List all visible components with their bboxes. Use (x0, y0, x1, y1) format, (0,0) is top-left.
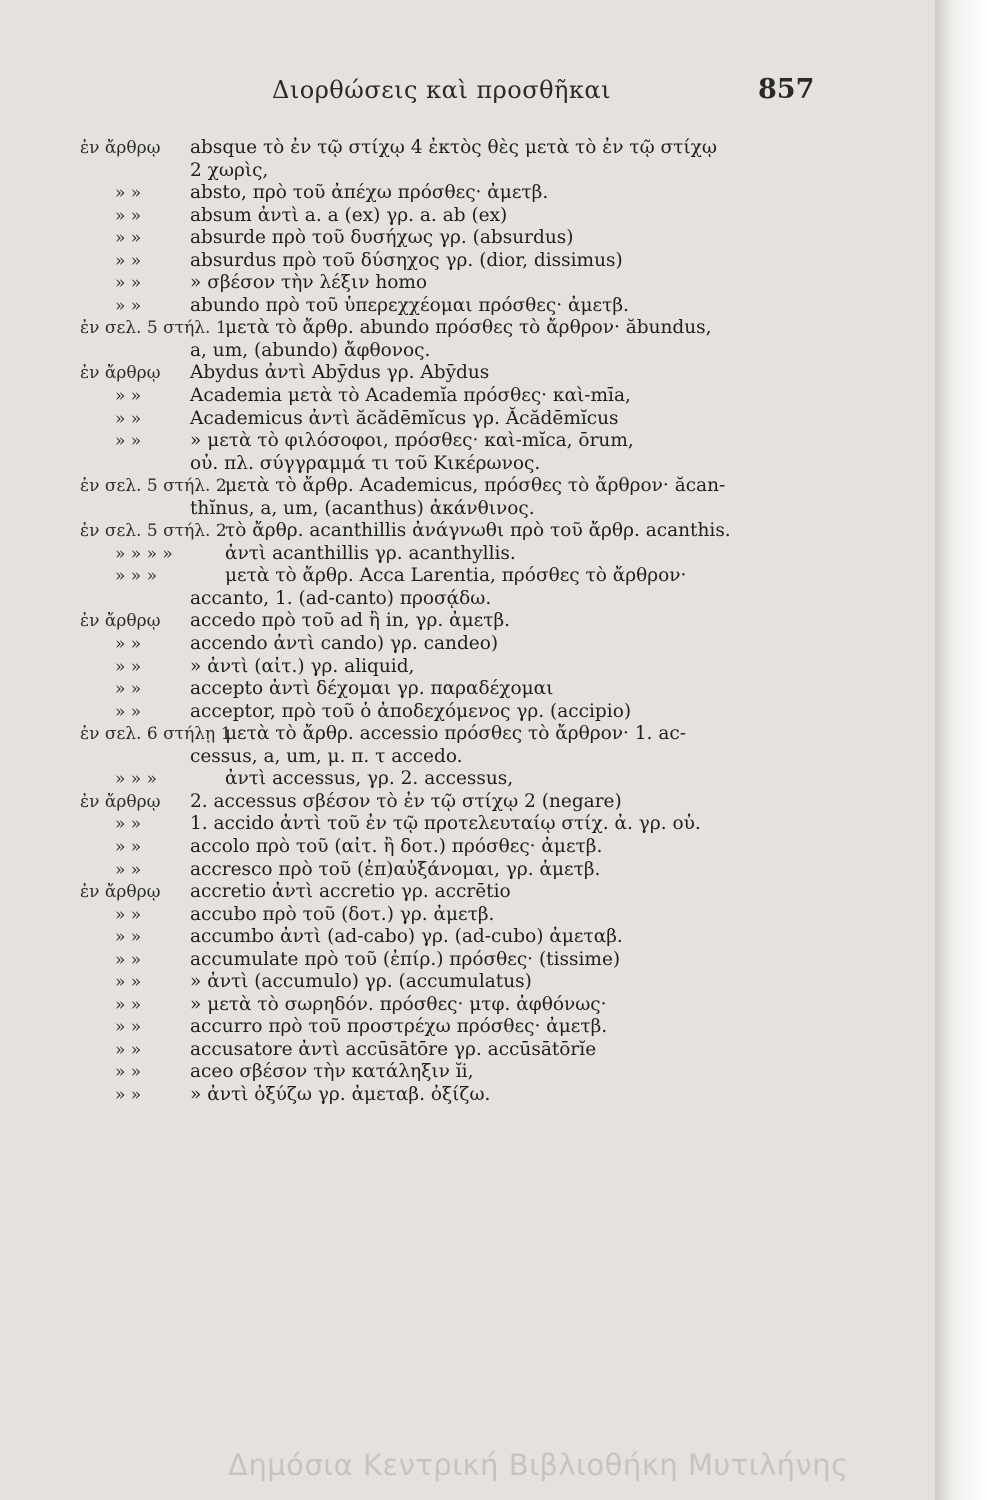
entry-text: accumbo ἀντὶ (ad-cabo) γρ. (ad-cubo) ἀμεταβ. (190, 926, 623, 948)
entry-line (0, 881, 935, 904)
entry-line (0, 746, 935, 769)
entry-text: 2 χωρὶς, (190, 159, 269, 181)
entry-location: » » (115, 205, 142, 226)
entry-text: 2. accessus σβέσον τὸ ἐν τῷ στίχῳ 2 (negare) (190, 790, 622, 812)
entry-location: » » (115, 250, 142, 271)
entry-text: absurde πρὸ τοῦ δυσήχως γρ. (absurdus) (190, 227, 574, 249)
entry-text: Academia μετὰ τὸ Academĭa πρόσθες· καὶ-mīa, (190, 385, 631, 407)
entry-location: ἐν ἄρθρῳ (80, 882, 161, 903)
entry-line (0, 678, 935, 701)
entry-text: accresco πρὸ τοῦ (ἐπ)αὐξάνομαι, γρ. ἀμετβ. (190, 858, 601, 880)
entry-text: 1. accido ἀντὶ τοῦ ἐν τῷ προτελευταίῳ στίχ. ἀ. γρ. οὐ. (190, 813, 701, 835)
entry-line (0, 520, 935, 543)
entry-line (0, 272, 935, 295)
entry-line (0, 768, 935, 791)
entry-text: thĭnus, a, um, (acanthus) ἀκάνθινος. (190, 497, 535, 519)
entry-text: » μετὰ τὸ φιλόσοφοι, πρόσθες· καὶ-mĭca, ōrum, (190, 430, 634, 452)
entry-line (0, 430, 935, 453)
entry-line (0, 453, 935, 476)
entry-line (0, 317, 935, 340)
entry-location: » » (115, 1039, 142, 1060)
entry-location: » » » » (115, 543, 173, 564)
entry-line (0, 295, 935, 318)
entry-line (0, 994, 935, 1017)
entry-location: ἐν ἄρθρῳ (80, 791, 161, 812)
entry-location: » » (115, 183, 142, 204)
entry-line (0, 498, 935, 521)
entry-line (0, 362, 935, 385)
entry-line (0, 791, 935, 814)
entry-location: » » (115, 295, 142, 316)
entry-text: accedo πρὸ τοῦ ad ἢ in, γρ. ἀμετβ. (190, 610, 511, 632)
entry-text: accolo πρὸ τοῦ (αἰτ. ἢ δοτ.) πρόσθες· ἀμετβ. (190, 835, 603, 857)
entry-line (0, 1061, 935, 1084)
entry-text: acceptor, πρὸ τοῦ ὁ ἀποδεχόμενος γρ. (accipio) (190, 700, 632, 722)
entry-location: » » (115, 1062, 142, 1083)
entry-line (0, 137, 935, 160)
entry-location: » » » (115, 769, 158, 790)
entry-line (0, 859, 935, 882)
entry-text: Academicus ἀντὶ ăcădēmĭcus γρ. Ăcădēmĭcus (190, 407, 619, 429)
library-watermark: Δημόσια Κεντρική Βιβλιοθήκη Μυτιλήνης (228, 1448, 849, 1482)
entry-location: » » » (115, 566, 158, 587)
entry-location: » » (115, 904, 142, 925)
entry-location: » » (115, 431, 142, 452)
entry-location: » » (115, 949, 142, 970)
entry-location: ἐν ἄρθρῳ (80, 363, 161, 384)
entry-location: » » (115, 634, 142, 655)
entry-location: » » (115, 1017, 142, 1038)
entry-location: » » (115, 994, 142, 1015)
entry-text: μετὰ τὸ ἄρθρ. Acca Larentia, πρόσθες τὸ ἄρθρον· (225, 565, 687, 587)
entry-location: ἐν ἄρθρῳ (80, 138, 161, 158)
entry-location: » » (115, 273, 142, 294)
entry-line (0, 250, 935, 273)
page-header (0, 76, 935, 116)
entry-text: Abydus ἀντὶ Abȳdus γρ. Abȳdus (190, 362, 490, 384)
entry-location: » » (115, 408, 142, 429)
entry-line (0, 408, 935, 431)
entry-line (0, 340, 935, 363)
entry-location: » » (115, 1084, 142, 1105)
entry-text: aceo σβέσον τὴν κατάληξιν ĭi, (190, 1061, 474, 1083)
entry-line (0, 205, 935, 228)
entry-location: » » (115, 679, 142, 700)
page-number: 857 (758, 74, 815, 105)
entry-location: » » (115, 972, 142, 993)
entry-text: ἀντὶ accessus, γρ. 2. accessus, (225, 768, 514, 790)
entry-text: μετὰ τὸ ἄρθρ. accessio πρόσθες τὸ ἄρθρον· 1. ac- (225, 723, 686, 745)
entry-text: » ἀντὶ (accumulo) γρ. (accumulatus) (190, 971, 532, 993)
page-edge (935, 0, 987, 1500)
entry-text: accurro πρὸ τοῦ προστρέχω πρόσθες· ἀμετβ. (190, 1016, 608, 1038)
entry-text: accusatore ἀντὶ accūsātōre γρ. accūsātōrĭe (190, 1038, 597, 1060)
entry-location: » » (115, 386, 142, 407)
entry-line (0, 836, 935, 859)
entry-text: accendo ἀντὶ cando) γρ. candeo) (190, 633, 499, 655)
entry-text: ἀντὶ acanthillis γρ. acanthyllis. (225, 542, 516, 564)
entry-text: accubo πρὸ τοῦ (δοτ.) γρ. ἀμετβ. (190, 903, 495, 925)
entry-location: ἐν σελ. 5 στήλ. 2 (80, 476, 227, 497)
entry-text: τὸ ἄρθρ. acanthillis ἀνάγνωθι πρὸ τοῦ ἄρθρ. acanthis. (225, 520, 731, 542)
entry-location: » » (115, 927, 142, 948)
entry-text: absque τὸ ἐν τῷ στίχῳ 4 ἐκτὸς θὲς μετὰ τὸ ἐν τῷ στίχῳ (190, 137, 717, 158)
entry-line (0, 543, 935, 566)
entry-text: accanto, 1. (ad-canto) προσᾴδω. (190, 587, 492, 609)
entry-line (0, 565, 935, 588)
entry-location: ἐν σελ. 6 στήλῃ 1 (80, 724, 232, 745)
entry-text: absto, πρὸ τοῦ ἀπέχω πρόσθες· ἀμετβ. (190, 182, 549, 204)
entry-text: accumulate πρὸ τοῦ (ἐπίρ.) πρόσθες· (tissime) (190, 948, 621, 970)
entry-line (0, 949, 935, 972)
entry-line (0, 385, 935, 408)
entry-line (0, 904, 935, 927)
entry-line (0, 701, 935, 724)
entry-text: accretio ἀντὶ accretio γρ. accrētio (190, 881, 511, 903)
entry-location: ἐν ἄρθρῳ (80, 611, 161, 632)
entry-line (0, 588, 935, 611)
entry-text: οὐ. πλ. σύγγραμμά τι τοῦ Κικέρωνος. (190, 452, 541, 474)
entry-text: cessus, a, um, μ. π. τ accedo. (190, 745, 463, 767)
entry-text: μετὰ τὸ ἄρθρ. Academicus, πρόσθες τὸ ἄρθρον· ăcan- (225, 475, 726, 497)
entry-text: » ἀντὶ (αἰτ.) γρ. aliquid, (190, 655, 415, 677)
entry-line (0, 926, 935, 949)
entry-text: accepto ἀντὶ δέχομαι γρ. παραδέχομαι (190, 678, 554, 700)
entry-line (0, 1084, 935, 1107)
entry-line (0, 160, 935, 183)
entry-location: » » (115, 228, 142, 249)
corrigenda-list (0, 137, 935, 1107)
entry-line (0, 227, 935, 250)
running-title: Διορθώσεις καὶ προσθῆκαι (272, 76, 612, 104)
entry-line (0, 1016, 935, 1039)
entry-location: ἐν σελ. 5 στήλ. 1 (80, 318, 227, 339)
entry-location: » » (115, 656, 142, 677)
entry-line (0, 610, 935, 633)
entry-text: a, um, (abundo) ἄφθονος. (190, 339, 431, 361)
entry-text: absum ἀντὶ a. a (ex) γρ. a. ab (ex) (190, 204, 508, 226)
entry-line (0, 475, 935, 498)
entry-location: ἐν σελ. 5 στήλ. 2 (80, 521, 227, 542)
entry-text: » ἀντὶ ὀξύζω γρ. ἀμεταβ. ὀξίζω. (190, 1083, 491, 1105)
entry-location: » » (115, 701, 142, 722)
entry-text: absurdus πρὸ τοῦ δύσηχος γρ. (dior, dissimus) (190, 249, 623, 271)
entry-text: » σβέσον τὴν λέξιν homo (190, 272, 428, 294)
entry-text: » μετὰ τὸ σωρηδόν. πρόσθες· μτφ. ἀφθόνως· (190, 993, 607, 1015)
entry-text: abundo πρὸ τοῦ ὑπερεχχέομαι πρόσθες· ἀμετβ. (190, 294, 629, 316)
entry-line (0, 813, 935, 836)
entry-line (0, 1039, 935, 1062)
entry-line (0, 656, 935, 679)
entry-location: » » (115, 836, 142, 857)
entry-text: μετὰ τὸ ἄρθρ. abundo πρόσθες τὸ ἄρθρον· ăbundus, (225, 317, 712, 339)
entry-line (0, 971, 935, 994)
entry-line (0, 723, 935, 746)
entry-line (0, 633, 935, 656)
entry-location: » » (115, 814, 142, 835)
entry-location: » » (115, 859, 142, 880)
entry-line (0, 182, 935, 205)
